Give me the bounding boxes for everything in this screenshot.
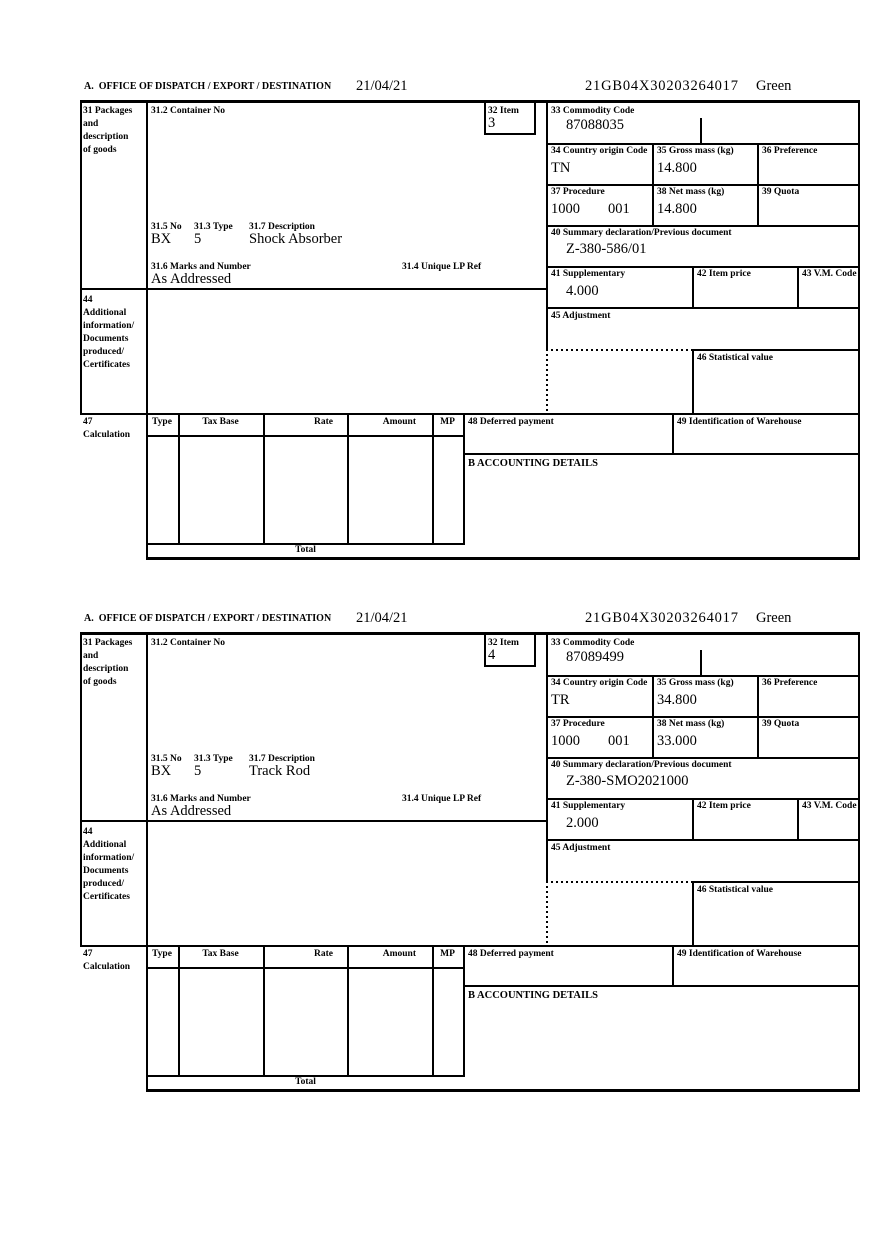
grid-line (484, 133, 536, 135)
gross-mass-label: 35 Gross mass (kg) (657, 678, 734, 688)
grid-line (757, 675, 759, 757)
grid-line (80, 820, 548, 822)
office-of-dispatch-label: A. OFFICE OF DISPATCH / EXPORT / DESTINATION (84, 81, 332, 92)
grid-line (347, 413, 349, 543)
warehouse-id-label: 49 Identification of Warehouse (677, 417, 802, 427)
accounting-details-label: B ACCOUNTING DETAILS (468, 990, 598, 1001)
box44-label: Additional (83, 308, 127, 318)
box47-label: 47 (83, 417, 93, 427)
country-origin-label: 34 Country origin Code (551, 678, 648, 688)
box44-label: 44 (83, 295, 93, 305)
goods-description-value: Track Rod (249, 763, 311, 779)
calc-header-type: Type (152, 417, 172, 427)
grid-line (692, 881, 860, 883)
grid-line (858, 632, 860, 1092)
grid-line (80, 100, 82, 413)
calc-header-rate: Rate (314, 417, 333, 427)
grid-line (692, 349, 694, 413)
gross-mass-label: 35 Gross mass (kg) (657, 146, 734, 156)
preference-label: 36 Preference (762, 146, 818, 156)
supplementary-units-value: 2.000 (566, 815, 599, 831)
box44-label: produced/ (83, 879, 125, 889)
procedure-label: 37 Procedure (551, 187, 605, 197)
grid-line (858, 100, 860, 560)
box44-label: produced/ (83, 347, 125, 357)
declaration-copy-item-3 (80, 78, 860, 560)
mrn-value: 21GB04X30203264017 (585, 610, 739, 626)
grid-line (672, 413, 674, 453)
calc-header-mp: MP (440, 417, 455, 427)
grid-line (80, 632, 860, 635)
calc-header-mp: MP (440, 949, 455, 959)
grid-line (432, 413, 434, 543)
deferred-payment-label: 48 Deferred payment (468, 417, 554, 427)
previous-document-label: 40 Summary declaration/Previous document (551, 760, 732, 770)
procedure-code-value: 1000 (551, 733, 580, 749)
grid-line (757, 143, 759, 225)
dotted-grid-line (546, 349, 692, 351)
dotted-grid-line (546, 349, 548, 413)
packages-no-label: 31.5 No (151, 754, 182, 764)
unique-lp-ref-label: 31.4 Unique LP Ref (402, 262, 482, 272)
commodity-code-label: 33 Commodity Code (551, 638, 635, 648)
box31-label: description (83, 132, 129, 142)
grid-line (432, 945, 434, 1075)
grid-line (692, 349, 860, 351)
marks-value: As Addressed (151, 271, 232, 287)
adjustment-label: 45 Adjustment (551, 843, 611, 853)
grid-line (797, 266, 799, 307)
grid-line (546, 225, 860, 227)
grid-line (80, 100, 860, 103)
marks-number-label: 31.6 Marks and Number (151, 262, 251, 272)
box31-label: 31 Packages (83, 106, 133, 116)
packages-type-label: 31.3 Type (194, 222, 233, 232)
commodity-code-value: 87088035 (566, 117, 624, 133)
grid-line (80, 288, 548, 290)
previous-document-label: 40 Summary declaration/Previous document (551, 228, 732, 238)
grid-line (263, 945, 265, 1075)
grid-line (692, 266, 694, 307)
procedure-label: 37 Procedure (551, 719, 605, 729)
grid-line (692, 798, 694, 839)
grid-line (80, 413, 860, 415)
grid-line (347, 945, 349, 1075)
adjustment-label: 45 Adjustment (551, 311, 611, 321)
grid-line (463, 453, 860, 455)
description-label: 31.7 Description (249, 754, 315, 764)
calc-header-amount: Amount (382, 417, 416, 427)
grid-line (146, 967, 465, 969)
container-no-label: 31.2 Container No (151, 106, 225, 116)
grid-line (484, 632, 486, 665)
statistical-value-label: 46 Statistical value (697, 885, 773, 895)
routing-status: Green (756, 610, 792, 626)
packages-type-value: 5 (194, 763, 202, 779)
dotted-grid-line (546, 881, 692, 883)
grid-line (534, 100, 536, 133)
grid-line (146, 100, 148, 560)
grid-line (546, 266, 860, 268)
vm-code-label: 43 V.M. Code (802, 269, 857, 279)
item-price-label: 42 Item price (697, 801, 751, 811)
packages-type-label: 31.3 Type (194, 754, 233, 764)
goods-description-value: Shock Absorber (249, 231, 343, 247)
routing-status: Green (756, 78, 792, 94)
supplementary-label: 41 Supplementary (551, 269, 626, 279)
grid-line (146, 632, 148, 1092)
item-number-value: 3 (488, 115, 496, 131)
box44-label: Additional (83, 840, 127, 850)
box47-label: 47 (83, 949, 93, 959)
previous-document-value: Z-380-SMO2021000 (566, 773, 689, 789)
procedure-code-value: 1000 (551, 201, 580, 217)
box44-label: Certificates (83, 892, 130, 902)
calc-total-label: Total (295, 545, 316, 555)
grid-line (797, 798, 799, 839)
box44-label: Documents (83, 334, 129, 344)
grid-line (178, 413, 180, 543)
grid-line (546, 100, 548, 349)
grid-line (672, 945, 674, 985)
grid-line (546, 757, 860, 759)
deferred-payment-label: 48 Deferred payment (468, 949, 554, 959)
country-origin-value: TR (551, 692, 570, 708)
grid-line (146, 1089, 860, 1092)
grid-line (463, 945, 465, 1075)
country-origin-label: 34 Country origin Code (551, 146, 648, 156)
box31-label: and (83, 651, 99, 661)
marks-number-label: 31.6 Marks and Number (151, 794, 251, 804)
grid-line (652, 675, 654, 757)
net-mass-value: 33.000 (657, 733, 697, 749)
description-label: 31.7 Description (249, 222, 315, 232)
office-of-dispatch-label: A. OFFICE OF DISPATCH / EXPORT / DESTINATION (84, 613, 332, 624)
box31-label: 31 Packages (83, 638, 133, 648)
procedure-extra-value: 001 (608, 733, 630, 749)
grid-line (652, 143, 654, 225)
grid-line (463, 985, 860, 987)
box31-label: of goods (83, 677, 117, 687)
supplementary-label: 41 Supplementary (551, 801, 626, 811)
box44-label: Documents (83, 866, 129, 876)
grid-line (146, 557, 860, 560)
packages-no-value: BX (151, 763, 172, 779)
country-origin-value: TN (551, 160, 571, 176)
calc-header-tax-base: Tax Base (202, 417, 239, 427)
grid-line (463, 413, 465, 543)
grid-line (263, 413, 265, 543)
item-number-value: 4 (488, 647, 496, 663)
declaration-date: 21/04/21 (356, 610, 408, 626)
marks-value: As Addressed (151, 803, 232, 819)
preference-label: 36 Preference (762, 678, 818, 688)
calc-header-amount: Amount (382, 949, 416, 959)
calc-header-rate: Rate (314, 949, 333, 959)
item-label: 32 Item (488, 638, 519, 648)
box31-label: description (83, 664, 129, 674)
commodity-code-tick-line (700, 650, 702, 675)
calc-total-label: Total (295, 1077, 316, 1087)
grid-line (546, 798, 860, 800)
container-no-label: 31.2 Container No (151, 638, 225, 648)
mrn-value: 21GB04X30203264017 (585, 78, 739, 94)
net-mass-label: 38 Net mass (kg) (657, 187, 725, 197)
box44-label: 44 (83, 827, 93, 837)
declaration-copy-item-4 (80, 610, 860, 1092)
gross-mass-value: 34.800 (657, 692, 697, 708)
grid-line (80, 632, 82, 945)
grid-line (546, 839, 860, 841)
grid-line (484, 665, 536, 667)
net-mass-value: 14.800 (657, 201, 697, 217)
vm-code-label: 43 V.M. Code (802, 801, 857, 811)
packages-no-label: 31.5 No (151, 222, 182, 232)
packages-no-value: BX (151, 231, 172, 247)
statistical-value-label: 46 Statistical value (697, 353, 773, 363)
warehouse-id-label: 49 Identification of Warehouse (677, 949, 802, 959)
procedure-extra-value: 001 (608, 201, 630, 217)
grid-line (546, 143, 860, 145)
supplementary-units-value: 4.000 (566, 283, 599, 299)
box47-label: Calculation (83, 962, 130, 972)
grid-line (692, 881, 694, 945)
calc-header-tax-base: Tax Base (202, 949, 239, 959)
grid-line (546, 716, 860, 718)
grid-line (546, 184, 860, 186)
gross-mass-value: 14.800 (657, 160, 697, 176)
box31-label: and (83, 119, 99, 129)
commodity-code-label: 33 Commodity Code (551, 106, 635, 116)
grid-line (546, 632, 548, 881)
packages-type-value: 5 (194, 231, 202, 247)
box44-label: information/ (83, 321, 135, 331)
grid-line (534, 632, 536, 665)
grid-line (178, 945, 180, 1075)
net-mass-label: 38 Net mass (kg) (657, 719, 725, 729)
quota-label: 39 Quota (762, 187, 800, 197)
grid-line (146, 435, 465, 437)
grid-line (546, 675, 860, 677)
dotted-grid-line (546, 881, 548, 945)
accounting-details-label: B ACCOUNTING DETAILS (468, 458, 598, 469)
item-price-label: 42 Item price (697, 269, 751, 279)
grid-line (484, 100, 486, 133)
box44-label: information/ (83, 853, 135, 863)
grid-line (80, 945, 860, 947)
box31-label: of goods (83, 145, 117, 155)
quota-label: 39 Quota (762, 719, 800, 729)
item-label: 32 Item (488, 106, 519, 116)
declaration-date: 21/04/21 (356, 78, 408, 94)
unique-lp-ref-label: 31.4 Unique LP Ref (402, 794, 482, 804)
box44-label: Certificates (83, 360, 130, 370)
commodity-code-tick-line (700, 118, 702, 143)
previous-document-value: Z-380-586/01 (566, 241, 647, 257)
commodity-code-value: 87089499 (566, 649, 624, 665)
box47-label: Calculation (83, 430, 130, 440)
grid-line (546, 307, 860, 309)
calc-header-type: Type (152, 949, 172, 959)
